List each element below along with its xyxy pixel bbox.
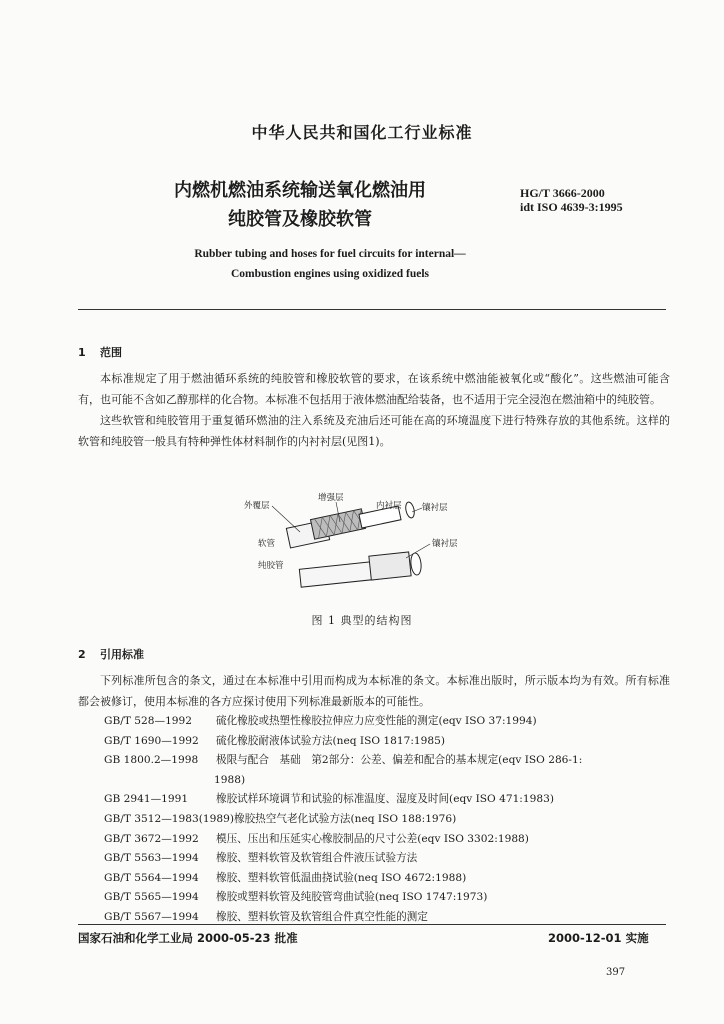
label-lining-2: 镶衬层 xyxy=(432,539,458,549)
reference-code: GB/T 5563—1994 xyxy=(104,852,199,865)
reference-item xyxy=(104,810,674,830)
hose-structure-figure xyxy=(240,488,480,600)
label-hose: 软管 xyxy=(258,539,276,549)
hose-lining-end xyxy=(404,501,415,518)
reference-continuation: 1988) xyxy=(214,773,246,786)
figure-caption: 图 1 典型的结构图 xyxy=(311,614,413,627)
reference-title: 硫化橡胶或热塑性橡胶拉伸应力应变性能的测定(eqv ISO 37:1994) xyxy=(216,715,537,727)
reference-item xyxy=(104,849,674,869)
approval-line: 国家石油和化学工业局 2000-05-23 批准 xyxy=(78,931,298,945)
section-1-number: 1 xyxy=(78,346,86,359)
reference-code: GB/T 3512—1983(1989) xyxy=(104,812,234,825)
section-2-paragraph: 下列标准所包含的条文，通过在本标准中引用而构成为本标准的条文。本标准出版时，所示版本均为有效。所有标准都会被修订，使用本标准的各方应探讨使用下列标准最新版本的可能性。 xyxy=(78,674,670,708)
section-1-paragraph: 本标准规定了用于燃油循环系统的纯胶管和橡胶软管的要求，在该系统中燃油能被氧化或“酸化”。这些燃油可能含有，也可能不含如乙醇那样的化合物。本标准不包括用于液体燃油配给装备，也不适用于完全浸泡在燃油箱中的纯胶管。 xyxy=(78,372,670,406)
footer-rule xyxy=(78,924,666,925)
document-title xyxy=(60,176,540,234)
section-1-title: 范围 xyxy=(100,346,122,359)
section-1-body xyxy=(78,368,670,452)
reference-code: GB 2941—1991 xyxy=(104,793,189,806)
reference-item xyxy=(104,751,674,771)
section-1-paragraph: 这些软管和纯胶管用于重复循环燃油的注入系统及充油后还可能在高的环境温度下进行特殊存放的其他系统。这样的软管和纯胶管一般具有特种弹性体材料制作的内衬衬层(见图1)。 xyxy=(78,414,670,448)
section-2-number: 2 xyxy=(78,648,86,661)
reference-title: 橡胶或塑料软管及纯胶管弯曲试验(neq ISO 1747:1973) xyxy=(216,891,488,904)
reference-list xyxy=(104,712,674,928)
section-2-intro xyxy=(78,670,670,712)
reference-item xyxy=(104,790,674,810)
label-inner-layer: 内衬层 xyxy=(376,501,402,511)
reference-code: GB/T 1690—1992 xyxy=(104,734,199,747)
reference-title: 模压、压出和压延实心橡胶制品的尺寸公差(eqv ISO 3302:1988) xyxy=(216,832,529,845)
reference-item xyxy=(104,888,674,908)
label-outer-layer: 外覆层 xyxy=(244,501,270,511)
idt-code: idt ISO 4639-3:1995 xyxy=(520,200,623,214)
tubing-end xyxy=(410,553,422,576)
reference-code: GB/T 5564—1994 xyxy=(104,871,199,884)
standard-codes xyxy=(520,186,623,214)
section-2-title: 引用标准 xyxy=(100,648,144,661)
label-tubing: 纯胶管 xyxy=(258,561,284,571)
reference-item xyxy=(104,712,674,732)
reference-title: 橡胶、塑料软管及软管组合件液压试验方法 xyxy=(216,852,418,865)
reference-title: 极限与配合 基础 第2部分：公差、偏差和配合的基本规定(eqv ISO 286-1: xyxy=(216,754,583,767)
reference-code: GB/T 5565—1994 xyxy=(104,891,199,904)
tubing-lining-sleeve xyxy=(369,552,411,580)
english-title-line-1: Rubber tubing and hoses for fuel circuits for internal— xyxy=(194,248,466,260)
section-2-heading xyxy=(78,646,144,662)
reference-title: 橡胶、塑料软管及软管组合件真空性能的测定 xyxy=(216,910,428,923)
english-title xyxy=(60,244,600,284)
english-title-line-2: Combustion engines using oxidized fuels xyxy=(230,268,430,280)
reference-title: 硫化橡胶耐液体试验方法(neq ISO 1817:1985) xyxy=(216,734,446,747)
title-line-2: 纯胶管及橡胶软管 xyxy=(228,209,372,230)
reference-item xyxy=(104,732,674,752)
reference-title: 橡胶热空气老化试验方法(neq ISO 188:1976) xyxy=(234,812,457,825)
label-reinforcement: 增强层 xyxy=(318,493,344,503)
reference-title: 橡胶试样环境调节和试验的标准温度、湿度及时间(eqv ISO 471:1983) xyxy=(216,793,554,806)
reference-code: GB/T 528—1992 xyxy=(104,715,193,727)
page-number: 397 xyxy=(606,967,626,978)
label-lining: 镶衬层 xyxy=(422,503,448,513)
title-line-1: 内燃机燃油系统输送氧化燃油用 xyxy=(174,180,426,201)
industry-standard-heading: 中华人民共和国化工行业标准 xyxy=(251,123,473,142)
reference-item xyxy=(104,869,674,889)
reference-code: GB 1800.2—1998 xyxy=(104,754,199,767)
reference-code: GB/T 3672—1992 xyxy=(104,832,199,845)
standard-code: HG/T 3666-2000 xyxy=(520,186,605,200)
reference-code: GB/T 5567—1994 xyxy=(104,910,199,923)
header-rule xyxy=(78,309,666,310)
implementation-date: 2000-12-01 实施 xyxy=(548,931,649,945)
section-1-heading xyxy=(78,344,122,360)
reference-title: 橡胶、塑料软管低温曲挠试验(neq ISO 4672:1988) xyxy=(216,871,467,884)
reference-item xyxy=(104,830,674,850)
